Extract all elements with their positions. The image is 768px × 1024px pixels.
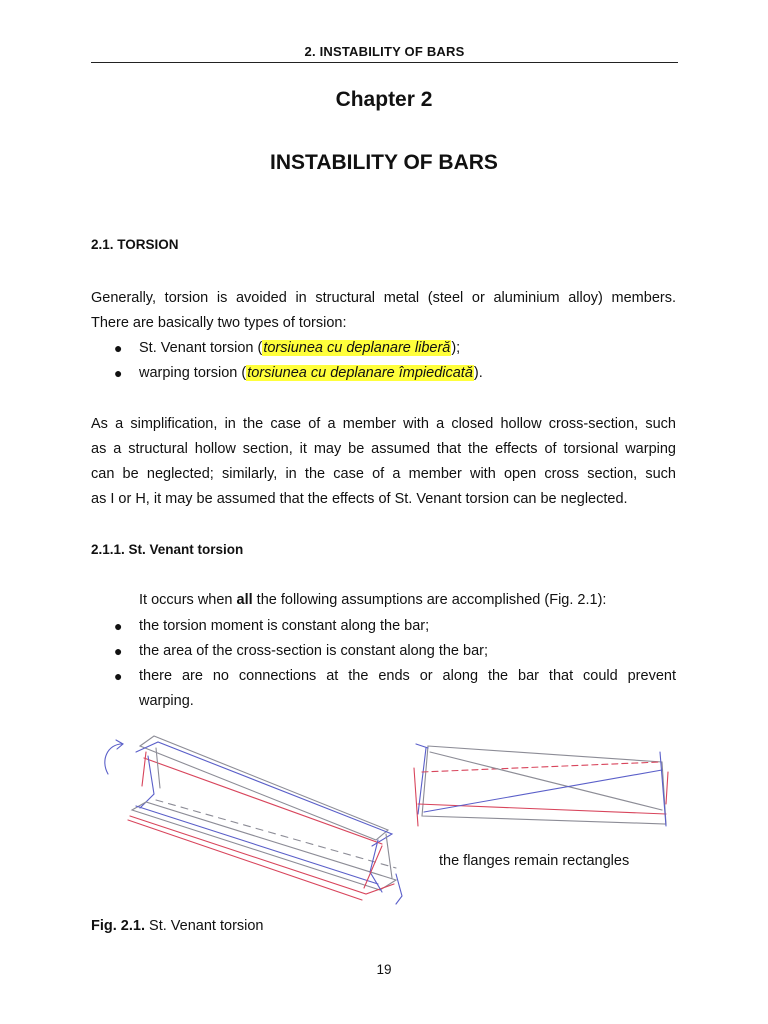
paragraph-line: as I or H, it may be assumed that the effects of St. Venant torsion can be neglected. [91, 491, 628, 507]
list-item [91, 336, 676, 361]
emphasis-all: all [236, 592, 253, 608]
bullet-icon: ● [114, 365, 123, 381]
list-item-text: the torsion moment is constant along the bar; [139, 618, 430, 634]
moment-arrow-icon [105, 744, 122, 774]
list-item-text: warping torsion ( [139, 365, 247, 381]
bullet-icon: ● [114, 618, 123, 634]
subsection-heading-st-venant: 2.1.1. St. Venant torsion [91, 542, 244, 557]
highlighted-term: torsiunea cu deplanare împiedicată [247, 365, 473, 381]
figure-note: the flanges remain rectangles [439, 853, 630, 869]
paragraph-line: As a simplification, in the case of a member with a closed hollow cross-section, such [91, 416, 676, 432]
list-item [91, 614, 676, 639]
list-item [91, 361, 676, 386]
bullet-icon: ● [114, 668, 123, 684]
bullet-icon: ● [114, 643, 123, 659]
torsion-types-list [91, 336, 676, 386]
simplification-paragraph [91, 412, 676, 512]
list-item-text: there are no connections at the ends or along the bar that could prevent [139, 668, 676, 684]
figure-caption-text: St. Venant torsion [145, 918, 264, 934]
assumptions-list [91, 614, 676, 714]
running-header: 2. INSTABILITY OF BARS [304, 44, 465, 59]
header-rule [91, 62, 678, 63]
torsion-intro-paragraph [91, 286, 676, 336]
flange-plan-sketch [404, 742, 676, 832]
intro-text: the following assumptions are accomplished (Fig. 2.1): [252, 592, 607, 608]
highlighted-term: torsiunea cu deplanare liberă [263, 340, 451, 356]
twisted-beam-sketch [96, 722, 426, 910]
section-heading-torsion: 2.1. TORSION [91, 237, 179, 252]
figure-caption-label: Fig. 2.1. [91, 918, 145, 934]
paragraph-line: can be neglected; similarly, in the case of a member with open cross section, such [91, 466, 676, 482]
list-item [91, 639, 676, 664]
list-item-text: St. Venant torsion ( [139, 340, 263, 356]
bullet-icon: ● [114, 340, 123, 356]
figure-caption [91, 918, 264, 934]
st-venant-intro [139, 592, 606, 608]
page-number: 19 [376, 962, 392, 977]
paragraph-line: Generally, torsion is avoided in structural metal (steel or aluminium alloy) members. [91, 290, 676, 306]
paragraph-line: as a structural hollow section, it may be assumed that the effects of torsional warping [91, 441, 676, 457]
chapter-title: Chapter 2 [335, 88, 433, 111]
list-item-text: ); [451, 340, 461, 356]
list-item-text: ). [473, 365, 483, 381]
chapter-name: INSTABILITY OF BARS [270, 151, 498, 174]
paragraph-line: There are basically two types of torsion: [91, 315, 347, 331]
list-item-text: the area of the cross-section is constant along the bar; [139, 643, 489, 659]
list-item [91, 664, 676, 714]
intro-text: It occurs when [139, 592, 237, 608]
list-item-text: warping. [139, 693, 194, 709]
